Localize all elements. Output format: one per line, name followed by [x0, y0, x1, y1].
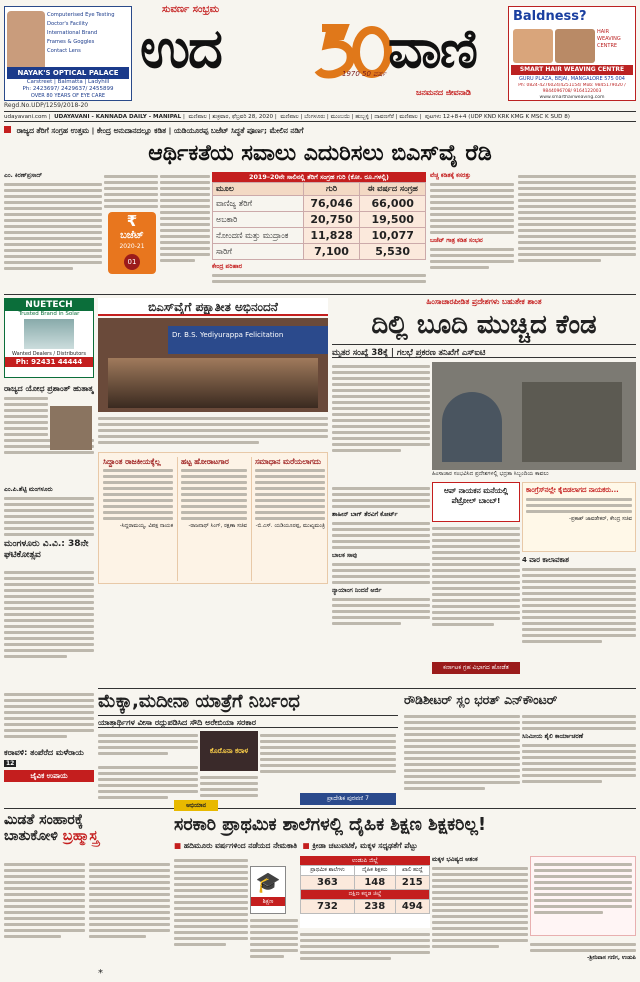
- masthead-tagline: ಸುವರ್ಣ ಸಂಭ್ರಮ: [162, 4, 220, 15]
- ad-sub: HAIR WEAVING CENTRE: [597, 29, 621, 49]
- solar-heater-icon: [24, 319, 74, 349]
- police-figure: [442, 392, 502, 462]
- quote-title: ಸಿದ್ದಾಂತ ರಾಜಕೀಯಕ್ಕೆಲ್ಲ: [103, 457, 161, 466]
- subhead-1: ಹದಿಮೂರು ವರ್ಷಗಳಿಂದ ನಡೆಯದ ನೇಮಕಾತಿ: [183, 841, 298, 850]
- delhi-col-2: [432, 524, 520, 674]
- col-head: ಪ್ರಾಥಮಿಕ ಶಾಲೆಗಳು: [301, 866, 355, 876]
- cell: ಅಬಕಾರಿ: [213, 212, 304, 228]
- ad-web: www.smarthairweaving.com: [539, 95, 605, 100]
- cell: 494: [395, 900, 429, 914]
- cell: 20,750: [303, 212, 360, 228]
- story-soldier[interactable]: [4, 384, 94, 484]
- headline-line: ಬಾತುಕೋಳಿ: [4, 828, 58, 844]
- campaign-tag: ಅಭಿಯಾನ: [174, 800, 218, 811]
- divider: [4, 294, 636, 295]
- corona-photo: ಕೊರೊನಾ ಕರಾಳ: [200, 731, 258, 771]
- vacancy-table: [300, 865, 430, 914]
- ad-phone: Ph: 0824-4276024/4251154/ Mob: 9845179020 / 9844096708/ 9164122003: [518, 83, 626, 94]
- page-count: ಪುಟಗಳು 12+8+4 (UDP KND KRK KMG K MSC K SUD 8): [425, 114, 570, 120]
- quote-1: [103, 457, 173, 581]
- regd-number: Regd.No.UDP/1259/2018-20: [4, 102, 89, 109]
- ad-smart-hair[interactable]: [508, 6, 636, 101]
- ad-item: Computerised Eye Testing: [47, 12, 115, 18]
- col-head: ಈ ವರ್ಷದ ಸಂಗ್ರಹ: [360, 183, 426, 196]
- pe-teacher-subhead: [174, 839, 636, 852]
- masthead-motto: ಜನಮನದ ಜೀವನಾಡಿ: [416, 88, 471, 97]
- stage-banner: Dr. B.S. Yediyurappa Felicitation: [168, 326, 328, 354]
- top-strip-text: ರಾಜ್ಯದ ತೆರಿಗೆ ಸಂಗ್ರಹ ಉತ್ತಮ | ಕೇಂದ್ರ ಅನುದಾನದಲ್ಲೂ ಕಡಿತ | ಯಡಿಯೂರಪ್ಪ ಬಜೆಟ್ ಸಿದ್ಧತೆ ಪೂರ್ಣ; ಮೇಲಿನ ನಡಿಗೆ: [16, 126, 304, 135]
- sub-head: ಬಾಲಕ ಸಾವು: [332, 552, 358, 559]
- story-headline: ಕರಾವಳಿ: ತಂಪೆರೆದ ಮಳೆರಾಯ: [4, 748, 84, 757]
- education-icon-box: [250, 866, 286, 914]
- masthead: [136, 2, 504, 102]
- felicitation-body: [98, 414, 328, 450]
- lead-col-3: [160, 172, 210, 292]
- felicitation-headline[interactable]: ಬಿಎಸ್‌ವೈಗೆ ಪಕ್ಷಾತೀತ ಅಭಿನಂದನೆ: [98, 298, 328, 316]
- cell: ಸಾರಿಗೆ: [213, 244, 304, 260]
- side-head: 4 ವಾರ ಕಾಲಾವಕಾಶ: [522, 556, 569, 564]
- headline-accent: ಬ್ರಹ್ಮಾಸ್ತ್ರ: [62, 828, 99, 844]
- side-head: ವೆಚ್ಚ ಕಡಿತಕ್ಕೆ ಕಸರತ್ತು: [430, 172, 471, 179]
- mecca-headline[interactable]: ಮೆಕ್ಕಾ,ಮದೀನಾ ಯಾತ್ರೆಗೆ ನಿರ್ಬಂಧ: [98, 691, 300, 712]
- ad-phone: Ph: 2423697/ 2429637/ 2455899: [22, 86, 114, 92]
- lead-headline[interactable]: ಆರ್ಥಿಕತೆಯ ಸವಾಲು ಎದುರಿಸಲು ಬಿಎಸ್‌ವೈ ರೆಡಿ: [148, 141, 492, 166]
- divider: [4, 808, 636, 809]
- people-group: [108, 358, 318, 408]
- cell: 7,100: [303, 244, 360, 260]
- masthead-title-right: ವಾಣಿ: [388, 17, 476, 80]
- top-strip: [4, 124, 636, 137]
- quote-3: [251, 457, 325, 581]
- bullet-icon: [4, 126, 11, 133]
- aap-box[interactable]: ಆಪ್ ನಾಯಕನ ಮನೆಯಲ್ಲಿ ಪೆಟ್ರೋಲ್ ಬಾಂಬ್!: [432, 482, 520, 522]
- lead-col-5: [430, 172, 514, 292]
- delhi-photo: [432, 362, 636, 470]
- quote-author: -ರಾಜನಾಥ್ ಸಿಂಗ್, ರಕ್ಷಣಾ ಸಚಿವ: [188, 523, 247, 529]
- section-tag: ಜೈವಿಕ ಉಪಾಯ: [4, 770, 94, 782]
- mecca-col-1a: [98, 731, 198, 761]
- col-head: ಮೂಲ: [213, 183, 304, 196]
- story-rain[interactable]: [4, 748, 94, 768]
- ad-optical-palace[interactable]: [4, 6, 132, 101]
- lead-col-1: [4, 172, 102, 292]
- ad-nuetech[interactable]: [4, 298, 94, 378]
- ad-address: GURU PLAZA, BEJAI, MANGALORE 575 004: [519, 76, 625, 82]
- col-head: ಗುರಿ: [303, 183, 360, 196]
- sub-head: ಮಕ್ಕಳ ಭವಿಷ್ಯದ ಆತಂಕ: [432, 856, 478, 863]
- encounter-col-2: [522, 712, 636, 806]
- cell: 11,828: [303, 228, 360, 244]
- encounter-headline[interactable]: ರೌಡಿಶೀಟರ್ ಸ್ಲಂ ಭರತ್ ಎನ್‌ಕೌಂಟರ್: [404, 692, 558, 707]
- pe-col-2: [250, 916, 298, 972]
- cell: 363: [301, 876, 355, 890]
- lead-col-2: [104, 172, 158, 292]
- delhi-photo-caption: ಹಿಂಸಾಚಾರ ಸಂಭವಿಸಿದ ಪ್ರದೇಶಗಳಲ್ಲಿ ಭದ್ರತಾ ಸಿಬ್ಬಂದಿಯ ಕಾವಲು: [432, 471, 549, 477]
- author: -ಶ್ರೀನಿವಾಸ ಗಣಿಗ, ಉಡುಪಿ: [586, 955, 636, 961]
- mecca-subhead: ಯಾತ್ರಾರ್ಥಿಗಳ ವೀಸಾ ರದ್ದುಪಡಿಸಿದ ಸೌದಿ ಅರೇಬಿಯಾ ಸರಕಾರ: [98, 715, 398, 728]
- story-headline: ಮಂಗಳೂರು ವಿ.ವಿ.: 38ನೇ ಘಟಿಕೋತ್ಸವ: [4, 539, 89, 560]
- quote-title: ಹಟ್ಟ ಹೋರಾಟಗಾರ: [181, 457, 229, 466]
- model-photo: [7, 11, 45, 71]
- story-university[interactable]: [4, 486, 94, 566]
- headline-line: ಮಿಡತೆ ಸಂಹಾರಕ್ಕೆ: [4, 812, 84, 828]
- locust-body: [4, 860, 170, 972]
- ad-headline: Baldness?: [513, 9, 587, 24]
- cell: 10,077: [360, 228, 426, 244]
- ad-name: SMART HAIR WEAVING CENTRE: [511, 65, 633, 75]
- quote-title: ಸಮಾಧಾನ ಮರೆಯಲಾಗದು: [255, 457, 322, 466]
- quote-author: -ಸಿದ್ದರಾಮಯ್ಯ, ವಿಪಕ್ಷ ನಾಯಕ: [119, 523, 173, 529]
- budget-number: 01: [124, 254, 140, 270]
- tax-table-title: 2019–20ನೇ ಸಾಲಿನಲ್ಲಿ ತೆರಿಗೆ ಸಂಗ್ರಹ ಗುರಿ (ಕೋ. ರೂ.ಗಳಲ್ಲಿ): [212, 172, 426, 182]
- quote-boxes: [98, 452, 328, 584]
- sub-head-2: ಬಜೆಟ್ ಗಾತ್ರ ಕಡಿತ ಸಂಭವ: [430, 237, 483, 244]
- ad-item: International Brand: [47, 30, 98, 36]
- table-subtitle: ದಕ್ಷಿಣ ಕನ್ನಡ ಜಿಲ್ಲೆ: [301, 890, 430, 900]
- cell: 19,500: [360, 212, 426, 228]
- quote-2: [177, 457, 247, 581]
- graduation-cap-icon: 🎓: [255, 870, 281, 894]
- mecca-col-3: [260, 731, 396, 791]
- delhi-col-1b: [332, 484, 430, 674]
- tax-table-box: [212, 172, 426, 292]
- delhi-kicker: ಹಿಂಸಾಚಾರಪೀಡಿತ ಪ್ರದೇಶಗಳು ಬಹುತೇಕ ಶಾಂತ: [426, 297, 542, 306]
- pe-teacher-headline[interactable]: ಸರಕಾರಿ ಪ್ರಾಥಮಿಕ ಶಾಲೆಗಳಲ್ಲಿ ದೈಹಿಕ ಶಿಕ್ಷಣ ಶಿಕ್ಷಕರಿಲ್ಲ!: [174, 815, 486, 835]
- budget-label: ಬಜೆಟ್: [120, 230, 144, 241]
- before-photo: [513, 29, 553, 63]
- cell: ವಾಣಿಜ್ಯ ತೆರಿಗೆ: [213, 196, 304, 212]
- pe-col-1: [174, 856, 248, 972]
- cell: 215: [395, 876, 429, 890]
- ad-tag: Trusted Brand in Solar: [18, 311, 80, 317]
- anniversary-years: 1970 50 ವರ್ಷ: [342, 70, 387, 78]
- bullet-icon: ■: [302, 841, 310, 850]
- delhi-col-3: [522, 556, 636, 674]
- budget-year: 2020-21: [119, 243, 145, 250]
- page-ref: 12: [6, 760, 15, 767]
- col-head: ದೈಹಿಕ ಶಿಕ್ಷಕರು: [354, 866, 395, 876]
- cell: ನೋಂದಣಿ ಮತ್ತು ಮುದ್ರಾಂಕ: [213, 228, 304, 244]
- divider: [98, 688, 636, 689]
- sub-head: ಶಾಹೀನ್‌ ಬಾಗ್ ತೆರವಿಗೆ ಕೋರ್ಟ್: [332, 511, 398, 518]
- pe-side-box: [530, 856, 636, 936]
- story-byline: ಎಂ.ಪಿ.ಶೆಟ್ಟಿ ಮಂಗಳೂರು: [4, 486, 53, 493]
- dateline: udayavani.com | UDAYAVANI - KANNADA DAILY - MANIPAL | ಮಣಿಪಾಲ | ಶುಕ್ರವಾರ, ಫೆಬ್ರವರಿ 28, 2020 | ಮಣಿಪಾಲ | ಬೆಂಗಳೂರು | ಮುಂಬಯಿ | ಹುಬ್ಬಳ್ಳಿ | ದಾವಣಗೆರೆ | ಮಣಿಪಾಲ | ಪುಟಗಳು 12+8+4 (UDP KND KRK KMG K MSC K SUD 8): [4, 111, 636, 122]
- soldier-photo: [50, 406, 92, 450]
- budget-badge: [108, 212, 156, 274]
- table-title: ಉಡುಪಿ ಜಿಲ್ಲೆ: [300, 856, 430, 865]
- delhi-headline[interactable]: ದಿಲ್ಲಿ ಬೂದಿ ಮುಚ್ಚಿದ ಕೆಂಡ: [371, 310, 597, 340]
- issue-date: ಮಣಿಪಾಲ | ಶುಕ್ರವಾರ, ಫೆಬ್ರವರಿ 28, 2020: [188, 114, 274, 120]
- story-headline: ರಾಜ್ಯದ ಯೋಧ ಪ್ರಶಾಂತ್ ಹುತಾತ್ಮ: [4, 384, 94, 393]
- street-scene: [522, 382, 622, 462]
- tax-table: [212, 182, 426, 260]
- cell: 148: [354, 876, 395, 890]
- subhead-2: ಕ್ರೀಡಾ ಚಟುವಟಿಕೆ, ಮಕ್ಕಳ ಸಧೃಢತೆಗೆ ಪೆಟ್ಟು: [312, 841, 418, 850]
- sub-head: ಕೇಂದ್ರ ಪರಿಹಾರ: [212, 263, 243, 270]
- pe-col-5: [530, 940, 636, 972]
- ad-address: Carstreet | Balmatta | Ladyhill: [26, 79, 110, 85]
- ad-since: OVER 80 YEARS OF EYE CARE: [30, 93, 106, 99]
- cell: 732: [301, 900, 355, 914]
- byline: ಎಂ. ಕಿರಣ್‌ಪ್ರಸಾದ್: [4, 172, 43, 179]
- encounter-col-1: [404, 712, 520, 806]
- ad-phone: Ph: 92431 44444: [5, 357, 93, 367]
- ad-item: Doctor's Facility: [47, 21, 89, 27]
- masthead-title-left: ಉದ: [140, 17, 221, 80]
- cell: 238: [354, 900, 395, 914]
- pe-col-3: [300, 930, 430, 972]
- pe-col-4: [432, 856, 528, 972]
- left-col-body-2: [4, 690, 94, 750]
- quote-javadekar: [522, 482, 636, 552]
- quote-text: ಕಾಂಗ್ರೆಸ್‌ನಲ್ಲೇ ಕೈಬಿಡಲಾಗದ ನಾಯಕರು...: [526, 486, 619, 494]
- rupee-icon: ₹: [126, 212, 138, 230]
- felicitation-photo: [98, 318, 328, 412]
- cell: 66,000: [360, 196, 426, 212]
- left-col-body: [4, 568, 94, 668]
- lead-col-6: [518, 172, 636, 292]
- ad-title: NAYAK'S OPTICAL PALACE: [7, 67, 129, 79]
- edu-label: ಶಿಕ್ಷಣ: [251, 897, 285, 906]
- sub-head: ಸಿನಿಮೀಯ ಶೈಲಿ ಕಾರ್ಯಾಚರಣೆ: [522, 733, 584, 740]
- ad-sub: Wanted Dealers / Distributors: [12, 351, 86, 357]
- regional-tag[interactable]: [300, 793, 396, 805]
- cell: 5,530: [360, 244, 426, 260]
- section-tag[interactable]: ಕರ್ನಾಟಕ ಗ್ರಹ ವಿಭಾಗದ ಹೋಡೆತ: [432, 662, 520, 674]
- quote-author: -ಪ್ರಕಾಶ್ ಜಾವಡೇಕರ್, ಕೇಂದ್ರ ಸಚಿವ: [569, 516, 632, 522]
- editions: ಮಣಿಪಾಲ | ಬೆಂಗಳೂರು | ಮುಂಬಯಿ | ಹುಬ್ಬಳ್ಳಿ | ದಾವಣಗೆರೆ | ಮಣಿಪಾಲ: [280, 114, 418, 120]
- delhi-col-1: [332, 362, 430, 482]
- col-head: ಖಾಲಿ ಹುದ್ದೆ: [395, 866, 429, 876]
- page-ref: 7: [365, 795, 369, 802]
- quote-author: -ಬಿ.ಎಸ್. ಯಡಿಯೂರಪ್ಪ, ಮುಖ್ಯಮಂತ್ರಿ: [255, 523, 325, 529]
- sub-head: ನ್ಯಾಯಾಂಗ ನಿಂದನೆ ಅರ್ಜಿ: [332, 587, 382, 594]
- cell: 76,046: [303, 196, 360, 212]
- site-link[interactable]: udayavani.com: [4, 114, 47, 120]
- after-photo: [555, 29, 595, 63]
- bullet-icon: ■: [174, 841, 182, 850]
- ad-item: Frames & Goggles: [47, 39, 95, 45]
- ad-item: Contact Lens: [47, 48, 81, 54]
- locust-headline[interactable]: [4, 812, 170, 860]
- footer-mark: *: [98, 968, 103, 979]
- delhi-subhead: ಮೃತರ ಸಂಖ್ಯೆ 38ಕ್ಕೆ | ಗಲಭೆ ಪ್ರಕರಣ ತನಿಖೆಗೆ ಎಸ್ಐಟಿ: [332, 344, 636, 358]
- vacancy-table-box: [300, 856, 430, 928]
- paper-name: UDAYAVANI - KANNADA DAILY - MANIPAL: [54, 114, 182, 120]
- ad-brand: NUETECH: [5, 299, 93, 311]
- tag-label: ಪ್ರಾದೇಶಿಕ ಪುರವಣಿ: [327, 795, 364, 802]
